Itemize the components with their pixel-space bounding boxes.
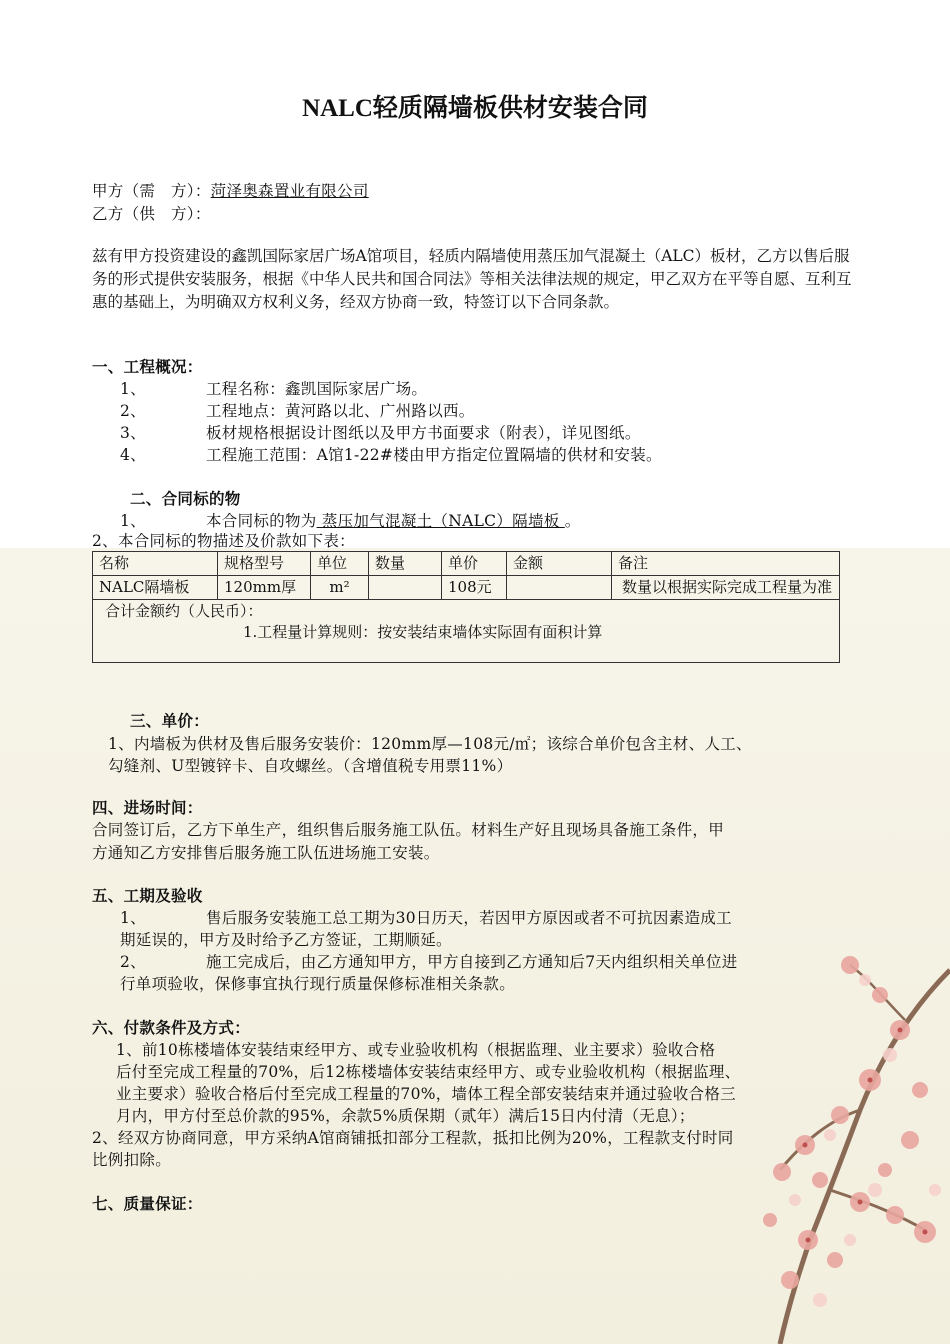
table-header: 金额 (507, 552, 612, 576)
table-cell (369, 576, 442, 600)
section-2-heading: 二、合同标的物 (130, 489, 241, 508)
s6-para-1-line-3: 业主要求）验收合格后付至完成工程量的70%，墙体工程全部安装结束并通过验收合格三 (116, 1085, 736, 1103)
party-a-line (92, 180, 369, 202)
section-3-heading: 三、单价： (130, 711, 210, 730)
s3-line-2: 勾缝剂、U型镀锌卡、自攻螺丝。（含增值税专用票11%） (108, 757, 513, 775)
table-cell: NALC隔墙板 (93, 576, 218, 600)
s2-item-2-text: 2、本合同标的物描述及价款如下表： (92, 532, 355, 550)
table-header: 单位 (311, 552, 369, 576)
s4-line-1: 合同签订后，乙方下单生产，组织售后服务施工队伍。材料生产好且现场具备施工条件，甲 (92, 821, 725, 839)
subject-matter: 蒸压加气混凝土（NALC）隔墙板 (316, 512, 565, 530)
s1-item-4-num: 4、 (120, 446, 146, 464)
section-4-heading: 四、进场时间： (92, 798, 203, 817)
table-cell: m² (311, 576, 369, 600)
table-header-row (93, 552, 840, 576)
table-header: 规格型号 (218, 552, 311, 576)
table-total-cell (93, 600, 840, 663)
section-7-heading: 七、质量保证： (92, 1194, 203, 1213)
s5-item-2-line-1: 施工完成后，由乙方通知甲方，甲方自接到乙方通知后7天内组织相关单位进 (206, 953, 738, 971)
table-header: 名称 (93, 552, 218, 576)
table-cell (507, 576, 612, 600)
price-table (92, 551, 840, 663)
s6-para-2-line-2: 比例扣除。 (92, 1151, 172, 1169)
table-header: 数量 (369, 552, 442, 576)
s6-para-1-line-1: 1、前10栋楼墙体安装结束经甲方、或专业验收机构（根据监理、业主要求）验收合格 (116, 1041, 716, 1059)
section-1-heading: 一、工程概况： (92, 357, 203, 376)
s6-para-2-line-1: 2、经双方协商同意，甲方采纳A馆商铺抵扣部分工程款，抵扣比例为20%，工程款支付时同 (92, 1129, 734, 1147)
party-b-label: 乙方（供 方）： (92, 205, 211, 223)
total-label: 合计金额约（人民币）： (105, 602, 263, 620)
s5-item-2-line-2: 行单项验收，保修事宜执行现行质量保修标准相关条款。 (120, 975, 516, 993)
s4-line-2: 方通知乙方安排售后服务施工队伍进场施工安装。 (92, 844, 440, 862)
total-note: 1.工程量计算规则：按安装结束墙体实际固有面积计算 (243, 623, 603, 641)
section-5-heading: 五、工期及验收 (92, 886, 203, 905)
s5-item-1-line-1: 售后服务安装施工总工期为30日历天，若因甲方原因或者不可抗因素造成工 (206, 909, 732, 927)
intro-paragraph: 兹有甲方投资建设的鑫凯国际家居广场A馆项目，轻质内隔墙使用蒸压加气混凝土（ALC）板材，乙方以售后服务的形式提供安装服务，根据《中华人民共和国合同法》等相关法律法规的规定，甲乙双方在平等自愿、互利互惠的基础上，为明确双方权利义务，经双方协商一致，特签订以下合同条款。 (92, 247, 852, 311)
table-row (93, 576, 840, 600)
party-a-label: 甲方（需 方）： (92, 182, 211, 200)
s1-item-3-text: 板材规格根据设计图纸以及甲方书面要求（附表），详见图纸。 (206, 424, 641, 442)
table-total-row (93, 600, 840, 663)
s6-para-1-line-4: 月内，甲方付至总价款的95%，余款5%质保期（贰年）满后15日内付清（无息）； (116, 1107, 695, 1125)
party-a-value: 菏泽奥森置业有限公司 (210, 182, 369, 200)
table-header: 单价 (442, 552, 507, 576)
s5-item-1-line-2: 期延误的，甲方及时给予乙方签证，工期顺延。 (120, 931, 452, 949)
s1-item-2-num: 2、 (120, 402, 146, 420)
s6-para-1-line-2: 后付至完成工程量的70%，后12栋楼墙体安装结束经甲方、或专业验收机构（根据监理、 (116, 1063, 741, 1081)
s5-item-1-num: 1、 (120, 909, 146, 927)
page-title: NALC轻质隔墙板供材安装合同 (302, 95, 648, 122)
table-cell: 数量以根据实际完成工程量为准 (612, 576, 840, 600)
s2-item-1-text (206, 510, 581, 532)
table-cell: 108元 (442, 576, 507, 600)
s1-item-4-text: 工程施工范围：A馆1-22#楼由甲方指定位置隔墙的供材和安装。 (206, 446, 662, 464)
s1-item-2-text: 工程地点：黄河路以北、广州路以西。 (206, 402, 475, 420)
section-6-heading: 六、付款条件及方式： (92, 1018, 251, 1037)
s2-item-1-suffix: 。 (564, 512, 581, 530)
s1-item-3-num: 3、 (120, 424, 146, 442)
s3-line-1: 1、内墙板为供材及售后服务安装价：120mm厚—108元/㎡；该综合单价包含主材、人工、 (108, 735, 752, 753)
s5-item-2-num: 2、 (120, 953, 146, 971)
s2-item-1-num: 1、 (120, 512, 146, 530)
s2-item-1-prefix: 本合同标的物为 (206, 512, 317, 530)
table-header: 备注 (612, 552, 840, 576)
s1-item-1-num: 1、 (120, 380, 146, 398)
s1-item-1-text: 工程名称：鑫凯国际家居广场。 (206, 380, 428, 398)
table-cell: 120mm厚 (218, 576, 311, 600)
